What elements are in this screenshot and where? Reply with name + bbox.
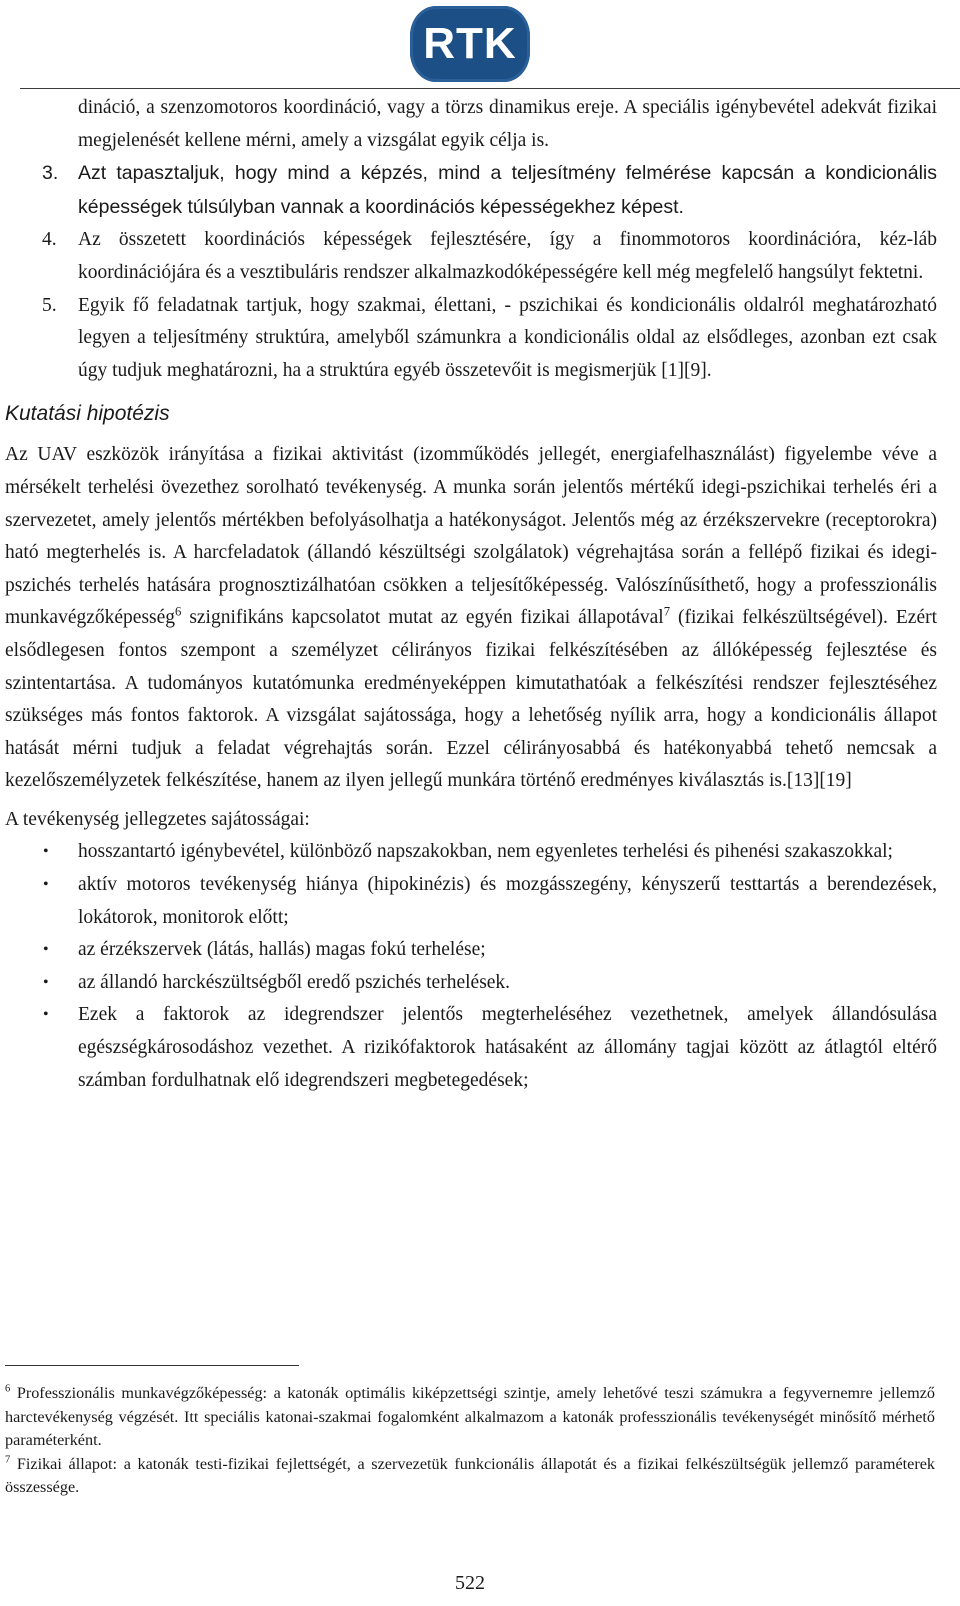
footnote-ref-7[interactable]: 7 <box>663 604 671 619</box>
bullet-icon: • <box>43 1006 49 1024</box>
features-item-text: aktív motoros tevékenység hiánya (hipokinézis) és mozgásszegény, kényszerű testtartás a berendezések, lokátorok, monitorok előtt; <box>78 874 937 928</box>
bullet-icon: • <box>43 876 49 894</box>
features-item-text: az érzékszervek (látás, hallás) magas fokú terhelése; <box>78 939 486 961</box>
page-content <box>5 92 937 1097</box>
section-heading-hypothesis: Kutatási hipotézis <box>5 402 170 426</box>
list-continuation: dináció, a szenzomotoros koordináció, vagy a törzs dinamikus ereje. A speciális igénybevétel adekvát fizikai megjelenését kellene mérni, amely a vizsgálat egyik célja is. <box>78 97 937 151</box>
features-title: A tevékenység jellegzetes sajátosságai: <box>5 808 310 830</box>
item-text: Egyik fő feladatnak tartjuk, hogy szakmai, élettani, - pszichikai és kondicionális oldalról meghatározható legyen a teljesítmény struktúra, amelyből számunkra a kondicionális oldal az elsődleges, azonban ezt csak úgy tudjuk meghatározni, ha a struktúra egyéb összetevőit is megismerjük [1][9]. <box>78 294 937 381</box>
header-rule <box>20 88 960 89</box>
item-number: 5. <box>42 294 57 316</box>
footnote-separator <box>5 1365 299 1366</box>
item-text: Azt tapasztaljuk, hogy mind a képzés, mind a teljesítmény felmérése kapcsán a kondicionális képességek túlsúlyban vannak a koordinációs képességekhez képest. <box>78 162 937 218</box>
numbered-list <box>5 157 937 387</box>
features-item-text: az állandó harckészültségből eredő pszichés terhelések. <box>78 971 511 993</box>
footnote-number: 6 <box>5 1383 11 1395</box>
footnote-6 <box>5 1382 935 1453</box>
hypothesis-text-3: (fizikai felkészültségével). Ezért elsődlegesen fontos szempont a személyzet célirányos fizikai felkészítésében az állóképesség fejlesztése és szintentartása. A tudományos kutatómunka eredményeképpen kimutathatóak a felkészítési rendszer fejlesztéséhez szükséges más fontos faktorok. A vizsgálat sajátossága, hogy a lehetőség nyílik arra, hogy a kondicionális állapot hatását mérni tudjuk a feladat végrehajtás során. Ezzel célirányosabbá és hatékonyabbá tehető nemcsak a kezelőszemélyzetek felkészítése, hanem az ilyen jellegű munkára történő eredményes kiválasztás is.[13][19] <box>5 607 938 792</box>
features-item <box>5 836 937 869</box>
page-number: 522 <box>455 1572 485 1594</box>
features-item-text: hosszantartó igénybevétel, különböző napszakokban, nem egyenletes terhelési és pihenési szakaszokkal; <box>78 841 893 863</box>
bullet-icon: • <box>43 941 49 959</box>
item-text: Az összetett koordinációs képességek fejlesztésére, így a finommotoros koordinációra, kéz-láb koordinációjára és a vesztibuláris rendszer alkalmazkodóképességére kell még megfelelő hangsúlyt fektetni. <box>78 229 937 283</box>
item-number: 4. <box>42 229 57 251</box>
features-item-text: Ezek a faktorok az idegrendszer jelentős megterheléséhez vezethetnek, amelyek állandósulása egészségkárosodáshoz vezethet. A rizikófaktorok hatásaként az állomány tagjai között az átlagtól eltérő számban fordulhatnak elő idegrendszeri megbetegedések; <box>78 1004 937 1091</box>
numbered-item-4 <box>5 224 937 289</box>
footnote-7 <box>5 1453 935 1500</box>
rtk-logo <box>410 6 530 82</box>
footnotes <box>5 1382 935 1500</box>
footnote-text: Fizikai állapot: a katonák testi-fizikai fejlettségét, a szervezetük funkcionális állapotát és a fizikai felkészültségük jellemző paraméterek összessége. <box>5 1454 935 1496</box>
logo-text: RTK <box>423 19 517 68</box>
features-item <box>5 999 937 1097</box>
hypothesis-text-1: Az UAV eszközök irányítása a fizikai aktivitást (izomműködés jellegét, energiafelhasználást) figyelembe véve a mérsékelt terhelési övezethez sorolható tevékenység. A munka során jelentős mértékű idegi-pszichikai terhelés éri a szervezetet, amely jelentős mértékben befolyásolhatja a hatékonyságot. Jelentős még az érzékszervekre (receptorokra) ható megterhelés is. A harcfeladatok (állandó készültségi szolgálatok) végrehajtása során a fellépő fizikai és idegi-pszichés terhelés hatására prognosztizálhatóan csökken a teljesítőképesség. Valószínűsíthető, hogy a professzionális munkavégzőképesség <box>5 444 937 629</box>
bullet-icon: • <box>43 973 49 991</box>
footnote-ref-6[interactable]: 6 <box>175 604 182 619</box>
footnote-text: Professzionális munkavégzőképesség: a katonák optimális kiképzettségi szintje, amely lehetővé teszi számukra a fegyvernemre jellemző harctevékenység végzését. Itt speciális katonai-szakmai fogalomként alkalmazom a katonák professzionális tevékenységét minősítő mérhető paraméterként. <box>5 1384 935 1449</box>
item-number: 3. <box>42 162 59 185</box>
features-item <box>5 869 937 934</box>
bullet-icon: • <box>43 843 49 861</box>
numbered-item-5 <box>5 290 937 388</box>
features-item <box>5 967 937 1000</box>
features-item <box>5 934 937 967</box>
hypothesis-paragraph <box>5 439 937 798</box>
hypothesis-text-2: szignifikáns kapcsolatot mutat az egyén fizikai állapotával <box>181 607 664 629</box>
features-list <box>5 836 937 1097</box>
numbered-item-3 <box>5 157 937 224</box>
footnote-number: 7 <box>5 1454 11 1466</box>
